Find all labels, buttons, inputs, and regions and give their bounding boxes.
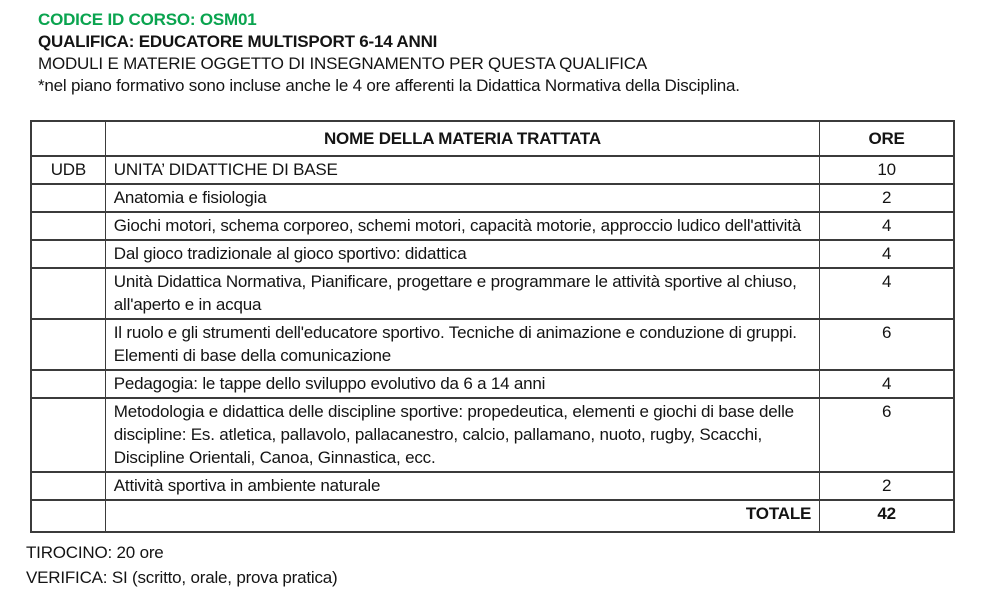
modules-subtitle-line: MODULI E MATERIE OGGETTO DI INSEGNAMENTO PER QUESTA QUALIFICA [38, 54, 648, 73]
course-table-body [31, 156, 954, 532]
row-subject-cell: Il ruolo e gli strumenti dell'educatore sportivo. Tecniche di animazione e conduzione di gruppi. Elementi di base della comunicazione [105, 319, 819, 370]
document-header [0, 0, 1000, 97]
total-code-cell [31, 500, 105, 532]
course-id-line: CODICE ID CORSO: OSM01 [38, 10, 257, 29]
row-subject-cell: UNITA’ DIDATTICHE DI BASE [105, 156, 819, 184]
verification-line: VERIFICA: SI (scritto, orale, prova pratica) [26, 568, 338, 587]
table-row [31, 184, 954, 212]
total-row [31, 500, 954, 532]
row-subject-cell: Pedagogia: le tappe dello sviluppo evolutivo da 6 a 14 anni [105, 370, 819, 398]
code-column-header [31, 121, 105, 156]
table-row [31, 370, 954, 398]
row-subject-cell: Dal gioco tradizionale al gioco sportivo: didattica [105, 240, 819, 268]
row-code-cell [31, 370, 105, 398]
subject-column-header: NOME DELLA MATERIA TRATTATA [105, 121, 819, 156]
table-row [31, 156, 954, 184]
row-subject-cell: Attività sportiva in ambiente naturale [105, 472, 819, 500]
row-subject-cell: Anatomia e fisiologia [105, 184, 819, 212]
internship-line: TIROCINO: 20 ore [26, 543, 164, 562]
row-code-cell: UDB [31, 156, 105, 184]
row-hours-cell: 4 [820, 240, 954, 268]
qualification-line: QUALIFICA: EDUCATORE MULTISPORT 6-14 ANNI [38, 32, 438, 51]
table-row [31, 398, 954, 472]
row-hours-cell: 6 [820, 319, 954, 370]
row-hours-cell: 2 [820, 184, 954, 212]
table-header-row [31, 121, 954, 156]
row-hours-cell: 10 [820, 156, 954, 184]
document-footer [0, 533, 1000, 590]
row-code-cell [31, 472, 105, 500]
table-row [31, 319, 954, 370]
row-code-cell [31, 398, 105, 472]
row-hours-cell: 6 [820, 398, 954, 472]
row-code-cell [31, 240, 105, 268]
total-hours-cell: 42 [820, 500, 954, 532]
table-row [31, 212, 954, 240]
row-hours-cell: 4 [820, 212, 954, 240]
row-code-cell [31, 212, 105, 240]
row-code-cell [31, 184, 105, 212]
row-hours-cell: 4 [820, 370, 954, 398]
row-code-cell [31, 319, 105, 370]
row-subject-cell: Giochi motori, schema corporeo, schemi motori, capacità motorie, approccio ludico dell'attività [105, 212, 819, 240]
table-row [31, 472, 954, 500]
row-hours-cell: 4 [820, 268, 954, 319]
course-subjects-table [30, 120, 955, 533]
row-subject-cell: Unità Didattica Normativa, Pianificare, progettare e programmare le attività sportive al chiuso, all'aperto e in acqua [105, 268, 819, 319]
total-label-cell: TOTALE [105, 500, 819, 532]
hours-column-header: ORE [820, 121, 954, 156]
row-hours-cell: 2 [820, 472, 954, 500]
footnote-line: *nel piano formativo sono incluse anche le 4 ore afferenti la Didattica Normativa della Disciplina. [38, 76, 740, 95]
row-code-cell [31, 268, 105, 319]
table-row [31, 268, 954, 319]
row-subject-cell: Metodologia e didattica delle discipline sportive: propedeutica, elementi e giochi di base delle discipline: Es. atletica, pallavolo, pallacanestro, calcio, pallamano, nuoto, rugby, Scacchi, Discipline Orientali, Canoa, Ginnastica, ecc. [105, 398, 819, 472]
table-row [31, 240, 954, 268]
